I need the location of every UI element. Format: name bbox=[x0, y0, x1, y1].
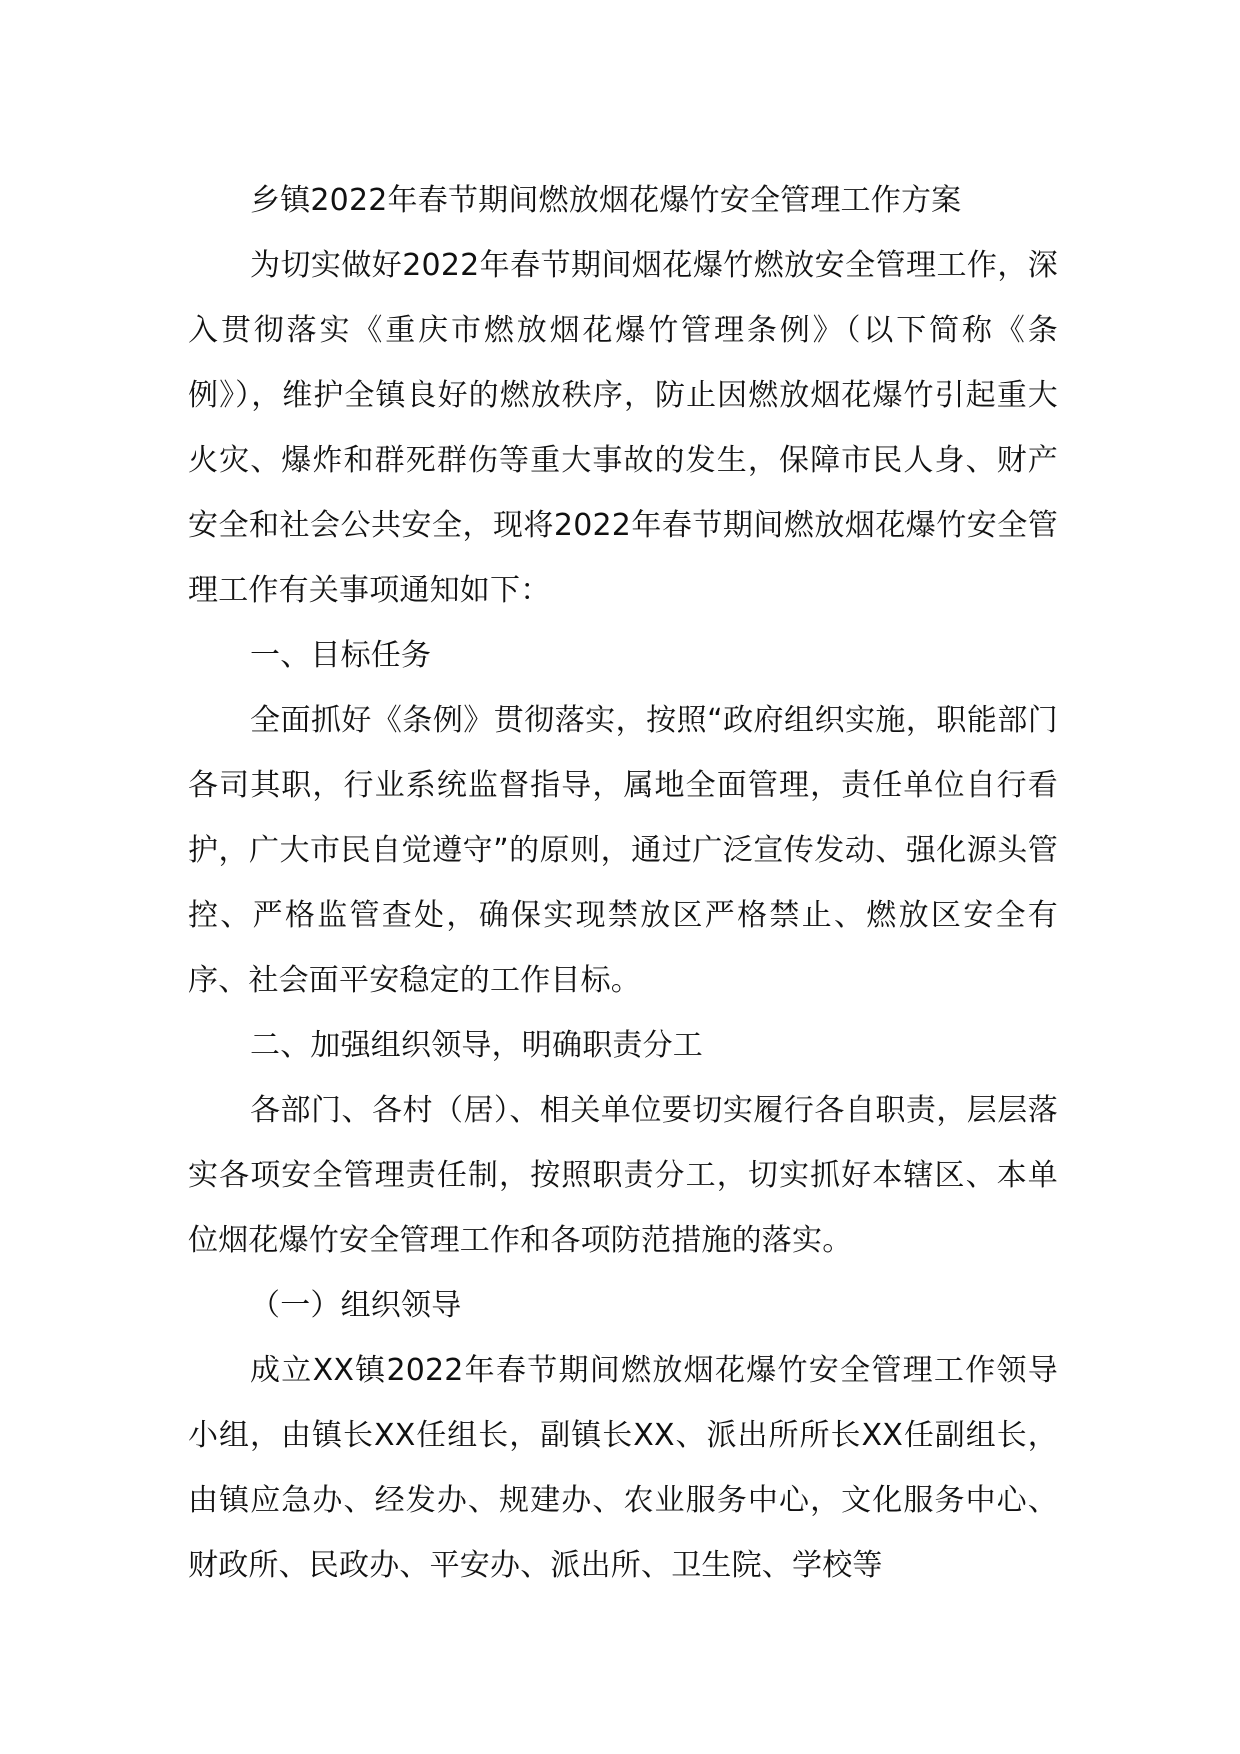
section-paragraph-1: 全面抓好《条例》贯彻落实，按照“政府组织实施，职能部门各司其职，行业系统监督指导，属地全面管理，责任单位自行看护，广大市民自觉遵守”的原则，通过广泛宣传发动、强化源头管控、严格监管查处，确保实现禁放区严格禁止、燃放区安全有序、社会面平安稳定的工作目标。 bbox=[188, 703, 1058, 998]
section-paragraph-2: 各部门、各村（居）、相关单位要切实履行各自职责，层层落实各项安全管理责任制，按照职责分工，切实抓好本辖区、本单位烟花爆竹安全管理工作和各项防范措施的落实。 bbox=[188, 1093, 1058, 1258]
subsection-heading-1: （一）组织领导 bbox=[250, 1288, 462, 1323]
intro-paragraph: 为切实做好2022年春节期间烟花爆竹燃放安全管理工作，深入贯彻落实《重庆市燃放烟花爆竹管理条例》（以下简称《条例》），维护全镇良好的燃放秩序，防止因燃放烟花爆竹引起重大火灾、爆炸和群死群伤等重大事故的发生，保障市民人身、财产安全和社会公共安全，现将2022年春节期间燃放烟花爆竹安全管理工作有关事项通知如下： bbox=[188, 248, 1058, 608]
section-heading-2: 二、加强组织领导，明确职责分工 bbox=[250, 1028, 703, 1063]
section-heading-1: 一、目标任务 bbox=[250, 638, 432, 673]
subsection-paragraph-1: 成立XX镇2022年春节期间燃放烟花爆竹安全管理工作领导小组，由镇长XX任组长，副镇长XX、派出所所长XX任副组长，由镇应急办、经发办、规建办、农业服务中心，文化服务中心、财政所、民政办、平安办、派出所、卫生院、学校等 bbox=[188, 1353, 1058, 1583]
document-body bbox=[188, 168, 1058, 1598]
document-title: 乡镇2022年春节期间燃放烟花爆竹安全管理工作方案 bbox=[250, 183, 962, 218]
